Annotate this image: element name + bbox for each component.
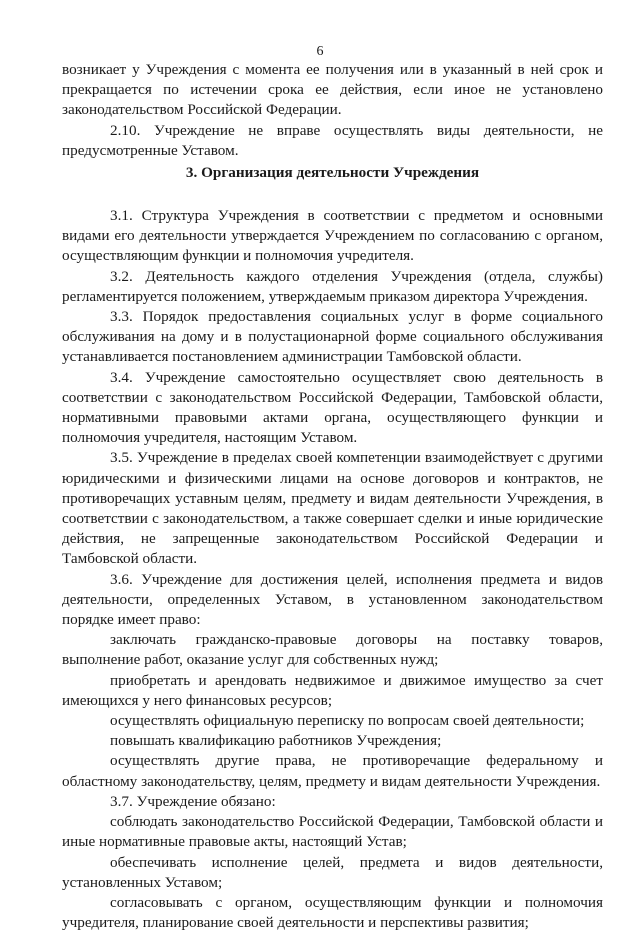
section-body [62, 206, 603, 933]
paragraph-3-7: 3.7. Учреждение обязано: [110, 792, 276, 810]
list-item: осуществлять другие права, не противоречащие федеральному и областному законодательству, целям, предмету и видам деятельности Учреждения. [62, 752, 603, 790]
list-item: обеспечивать исполнение целей, предмета и видов деятельности, установленных Уставом; [62, 853, 603, 891]
list-item: повышать квалификацию работников Учреждения; [110, 732, 442, 750]
paragraph-3-6: 3.6. Учреждение для достижения целей, исполнения предмета и видов деятельности, определенных Уставом, в установленном законодательством порядке имеет право: [62, 570, 603, 629]
paragraph-continuation: возникает у Учреждения с момента ее получения или в указанный в ней срок и прекращается по истечении срока ее действия, если иное не установлено законодательством Российской Федерации. [62, 61, 603, 119]
preceding-text [62, 60, 603, 161]
paragraph-3-1: 3.1. Структура Учреждения в соответствии с предметом и основными видами его деятельности утверждается Учреждением по согласованию с органом, осуществляющим функции и полномочия учредителя. [62, 207, 603, 265]
paragraph-3-3: 3.3. Порядок предоставления социальных услуг в форме социального обслуживания на дому и в полустационарной форме социального обслуживания устанавливается постановлением администрации Тамбовской области. [62, 308, 603, 366]
paragraph-3-2: 3.2. Деятельность каждого отделения Учреждения (отдела, службы) регламентируется положением, утверждаемым приказом директора Учреждения. [62, 267, 603, 305]
list-item: соблюдать законодательство Российской Федерации, Тамбовской области и иные нормативные правовые акты, настоящий Устав; [62, 813, 603, 851]
page-number: 6 [316, 44, 324, 59]
paragraph-3-5: 3.5. Учреждение в пределах своей компетенции взаимодействует с другими юридическими и физическими лицами на основе договоров и контрактов, не противоречащих уставным целям, предмету и видам деятельности Учреждения, в соответствии с законодательством, а также совершает сделки и иные юридические действия, не запрещенные законодательством Российской Федерации и Тамбовской области. [62, 449, 603, 568]
paragraph-2-10: 2.10. Учреждение не вправе осуществлять виды деятельности, не предусмотренные Уставом. [62, 121, 603, 159]
section-heading: 3. Организация деятельности Учреждения [185, 164, 480, 181]
list-item: заключать гражданско-правовые договоры на поставку товаров, выполнение работ, оказание услуг для собственных нужд; [62, 631, 603, 669]
list-item: приобретать и арендовать недвижимое и движимое имущество за счет имеющихся у него финансовых ресурсов; [62, 671, 603, 709]
list-item: согласовывать с органом, осуществляющим функции и полномочия учредителя, планирование своей деятельности и перспективы развития; [62, 893, 603, 932]
paragraph-3-4: 3.4. Учреждение самостоятельно осуществляет свою деятельность в соответствии с законодательством Российской Федерации, Тамбовской области, нормативными правовыми актами органа, осуществляющего функции и полномочия учредителя, настоящим Уставом. [62, 368, 603, 447]
list-item: осуществлять официальную переписку по вопросам своей деятельности; [110, 712, 585, 730]
